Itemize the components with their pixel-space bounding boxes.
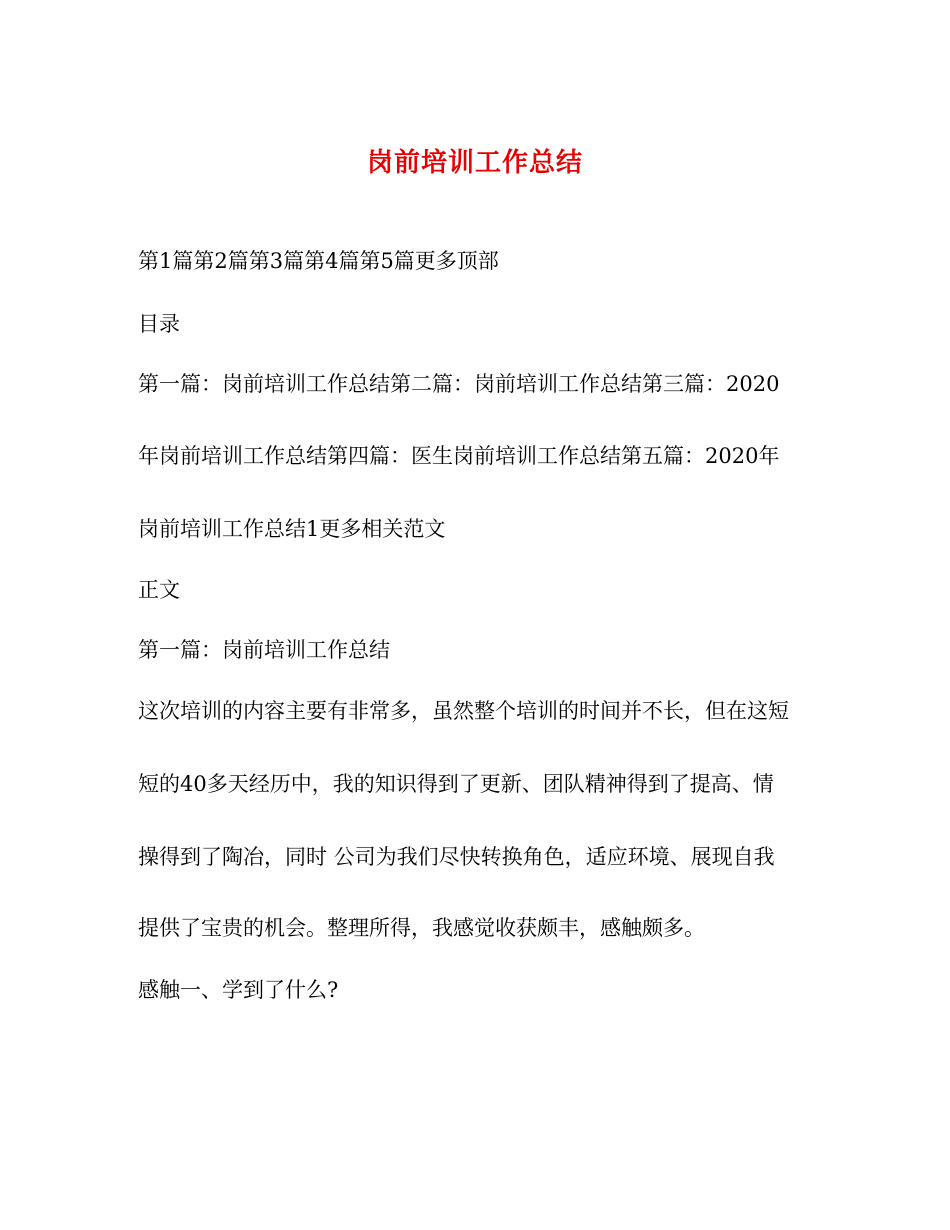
toc-line: 第一篇：岗前培训工作总结第二篇：岗前培训工作总结第三篇：2020 bbox=[138, 372, 780, 396]
body-heading: 正文 bbox=[138, 578, 180, 602]
section-title: 第一篇：岗前培训工作总结 bbox=[138, 638, 390, 662]
toc-line: 岗前培训工作总结1更多相关范文 bbox=[138, 517, 446, 541]
toc-heading: 目录 bbox=[138, 312, 180, 336]
article-nav-line: 第1篇第2篇第3篇第4篇第5篇更多顶部 bbox=[138, 249, 499, 273]
document-title: 岗前培训工作总结 bbox=[366, 148, 583, 178]
paragraph-line: 这次培训的内容主要有非常多，虽然整个培训的时间并不长，但在这短 bbox=[138, 699, 789, 723]
paragraph-line: 短的40多天经历中，我的知识得到了更新、团队精神得到了提高、情 bbox=[138, 772, 774, 796]
toc-line: 年岗前培训工作总结第四篇：医生岗前培训工作总结第五篇：2020年 bbox=[138, 444, 780, 468]
subheading: 感触一、学到了什么? bbox=[138, 978, 339, 1002]
paragraph-line: 提供了宝贵的机会。整理所得，我感觉收获颇丰，感触颇多。 bbox=[138, 916, 705, 940]
paragraph-line: 操得到了陶冶，同时 公司为我们尽快转换角色，适应环境、展现自我 bbox=[138, 845, 775, 869]
